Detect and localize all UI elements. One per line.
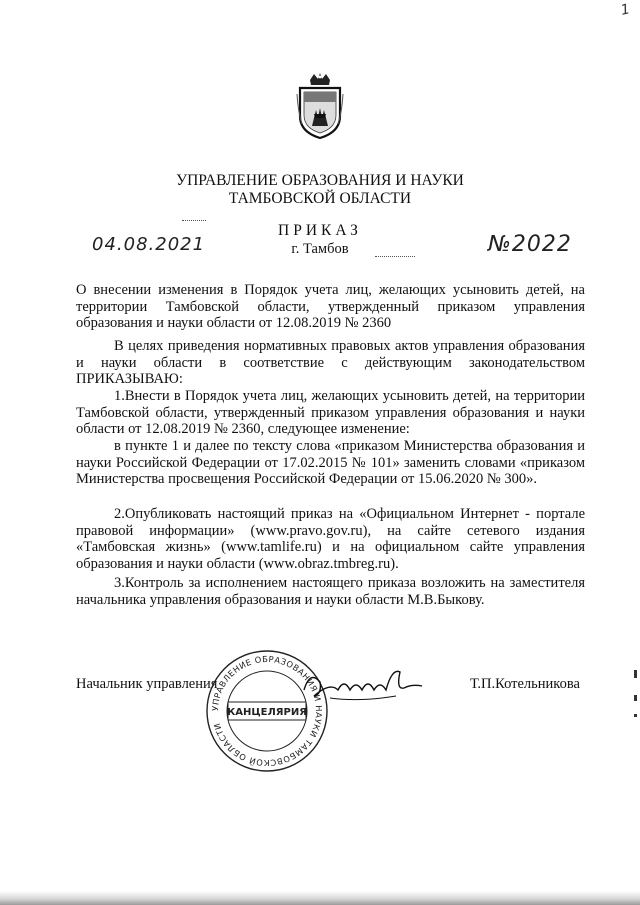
order-item-2: 2.Опубликовать настоящий приказ на «Официальном Интернет - портале правовой информации» (www.pravo.gov.ru), на сайте сетевого издания «Тамбовская жизнь» (www.tamlife.ru) и на официальном сайте управления образования и науки области (www.obraz.tmbreg.ru). [76, 506, 585, 572]
svg-text:УПРАВЛЕНИЕ ОБРАЗОВАНИЯ И НАУКИ: УПРАВЛЕНИЕ ОБРАЗОВАНИЯ И НАУКИ ТАМБОВСКОЙ ОБЛАСТИ [209, 653, 325, 769]
handwritten-date: 04.08.2021 [92, 234, 206, 255]
svg-text:КАНЦЕЛЯРИЯ: КАНЦЕЛЯРИЯ [227, 707, 307, 718]
order-item-1-detail: в пункте 1 и далее по тексту слова «приказом Министерства образования и науки Российской Федерации от 17.02.2015 № 101» заменить словами «приказом Министерства просвещения Российской Федерации от 15.06.2020 № 300». [76, 438, 585, 487]
document-type: ПРИКАЗ [278, 222, 362, 239]
signatory-name: Т.П.Котельникова [470, 676, 580, 692]
signatory-position: Начальник управления [76, 676, 218, 692]
scan-artifact [634, 714, 637, 717]
order-item-3: 3.Контроль за исполнением настоящего приказа возложить на заместителя начальника управления образования и науки области М.В.Быкову. [76, 575, 585, 608]
coat-of-arms-emblem [296, 72, 344, 140]
scan-bottom-edge [0, 891, 640, 905]
dotted-line [375, 256, 415, 257]
scan-artifact [634, 695, 637, 701]
order-item-1: 1.Внести в Порядок учета лиц, желающих усыновить детей, на территории Тамбовской области, утвержденный приказом управления образования и науки области от 12.08.2019 № 2360, следующее изменение: [76, 388, 585, 437]
page-number: 1 [619, 1, 632, 19]
city: г. Тамбов [291, 241, 349, 257]
preamble: В целях приведения нормативных правовых актов управления образования и науки области в соответствие с действующим законодательством ПРИКАЗЫВАЮ: [76, 338, 585, 387]
organization-name-line2: ТАМБОВСКОЙ ОБЛАСТИ [228, 190, 412, 207]
order-subject: О внесении изменения в Порядок учета лиц, желающих усыновить детей, на территории Тамбовской области, утвержденный приказом управления образования и науки области от 12.08.2019 № 2360 [76, 282, 585, 331]
scan-artifact [634, 670, 637, 678]
organization-name-line1: УПРАВЛЕНИЕ ОБРАЗОВАНИЯ И НАУКИ [176, 172, 464, 189]
handwritten-signature [300, 660, 430, 710]
handwritten-number: №2022 [488, 232, 572, 257]
organization-name [0, 172, 640, 208]
dotted-line [182, 220, 206, 221]
